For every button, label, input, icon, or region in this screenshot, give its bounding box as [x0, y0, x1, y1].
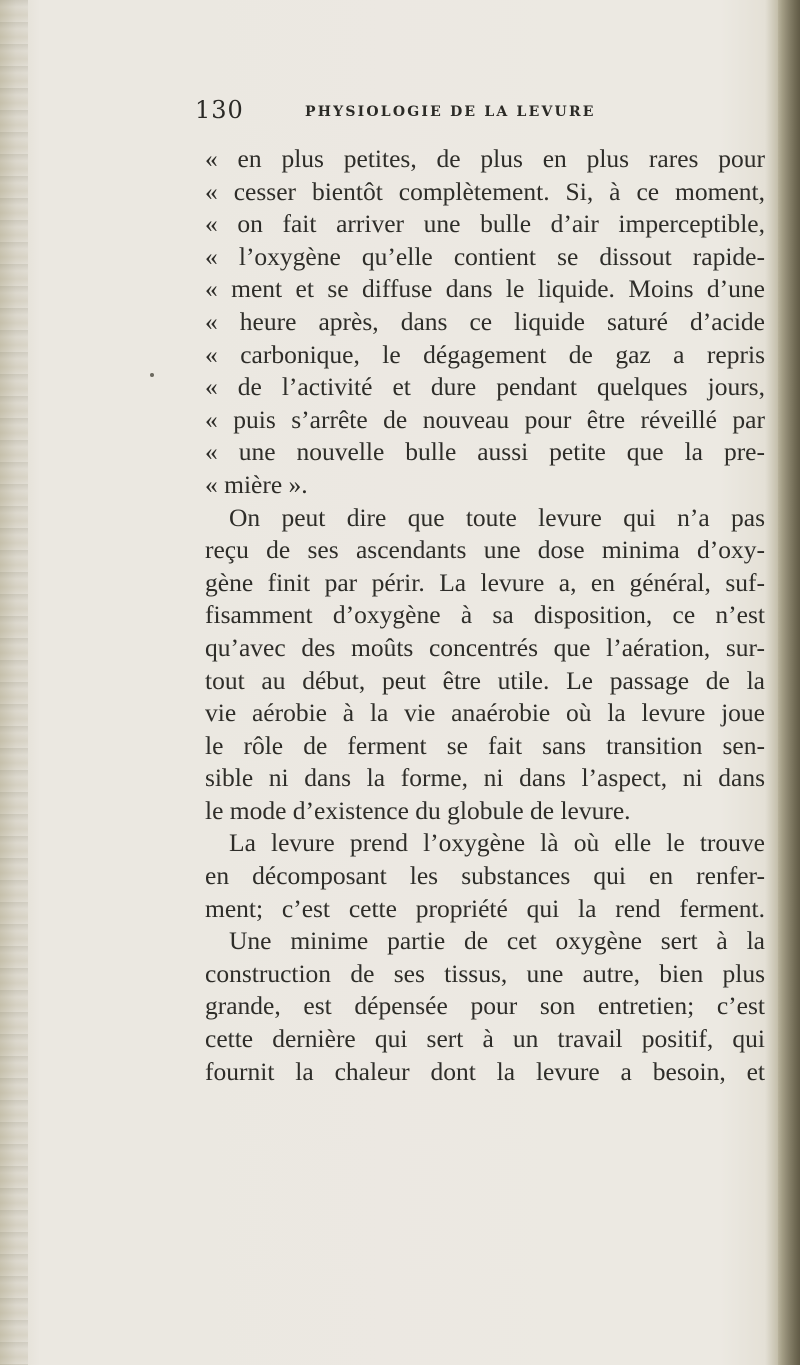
text-line: le mode d’existence du globule de levure. [205, 795, 631, 825]
margin-dot [150, 373, 154, 377]
text-line: « mière ». [205, 469, 308, 499]
page-binding-shadow [0, 0, 28, 1365]
text-line: « puis s’arrête de nouveau pour être réveillé par [205, 404, 765, 434]
page-header [195, 96, 755, 136]
text-line: « ment et se diffuse dans le liquide. Moins d’une [205, 274, 765, 304]
text-line: tout au début, peut être utile. Le passage de la [205, 665, 765, 695]
text-line: vie aérobie à la vie anaérobie où la levure joue [205, 698, 765, 728]
running-title: PHYSIOLOGIE DE LA LEVURE [305, 104, 596, 120]
text-line: cette dernière qui sert à un travail positif, qui [205, 1024, 765, 1054]
text-line: construction de ses tissus, une autre, bien plus [205, 958, 765, 988]
text-line: reçu de ses ascendants une dose minima d’oxy- [205, 535, 765, 565]
text-line: « cesser bientôt complètement. Si, à ce moment, [205, 176, 765, 206]
body-text [205, 143, 765, 1088]
text-line: qu’avec des moûts concentrés que l’aération, sur- [205, 632, 765, 662]
text-line: « en plus petites, de plus en plus rares pour [205, 144, 765, 173]
text-line: « heure après, dans ce liquide saturé d’acide [205, 306, 765, 336]
paragraph-start-line: On peut dire que toute levure qui n’a pas [229, 502, 765, 532]
text-line: le rôle de ferment se fait sans transition sen- [205, 730, 765, 760]
page-number: 130 [195, 96, 244, 124]
text-line: gène finit par périr. La levure a, en général, suf- [205, 567, 765, 597]
text-line: « l’oxygène qu’elle contient se dissout rapide- [205, 241, 765, 271]
text-line: fournit la chaleur dont la levure a besoin, et [205, 1056, 765, 1086]
paragraph-start-line: Une minime partie de cet oxygène sert à la [229, 926, 765, 956]
text-line: « une nouvelle bulle aussi petite que la pre- [205, 437, 765, 467]
page-edge-shadow [778, 0, 800, 1365]
text-line: sible ni dans la forme, ni dans l’aspect, ni dans [205, 763, 765, 793]
paragraph-start-line: La levure prend l’oxygène là où elle le trouve [229, 828, 765, 858]
text-line: « carbonique, le dégagement de gaz a repris [205, 339, 765, 369]
text-line: ment; c’est cette propriété qui la rend ferment. [205, 893, 765, 923]
text-line: fisamment d’oxygène à sa disposition, ce n’est [205, 600, 765, 630]
text-line: en décomposant les substances qui en renfer- [205, 861, 765, 891]
text-line: « de l’activité et dure pendant quelques jours, [205, 372, 765, 402]
text-line: « on fait arriver une bulle d’air imperceptible, [205, 209, 765, 239]
text-line: grande, est dépensée pour son entretien; c’est [205, 991, 765, 1021]
